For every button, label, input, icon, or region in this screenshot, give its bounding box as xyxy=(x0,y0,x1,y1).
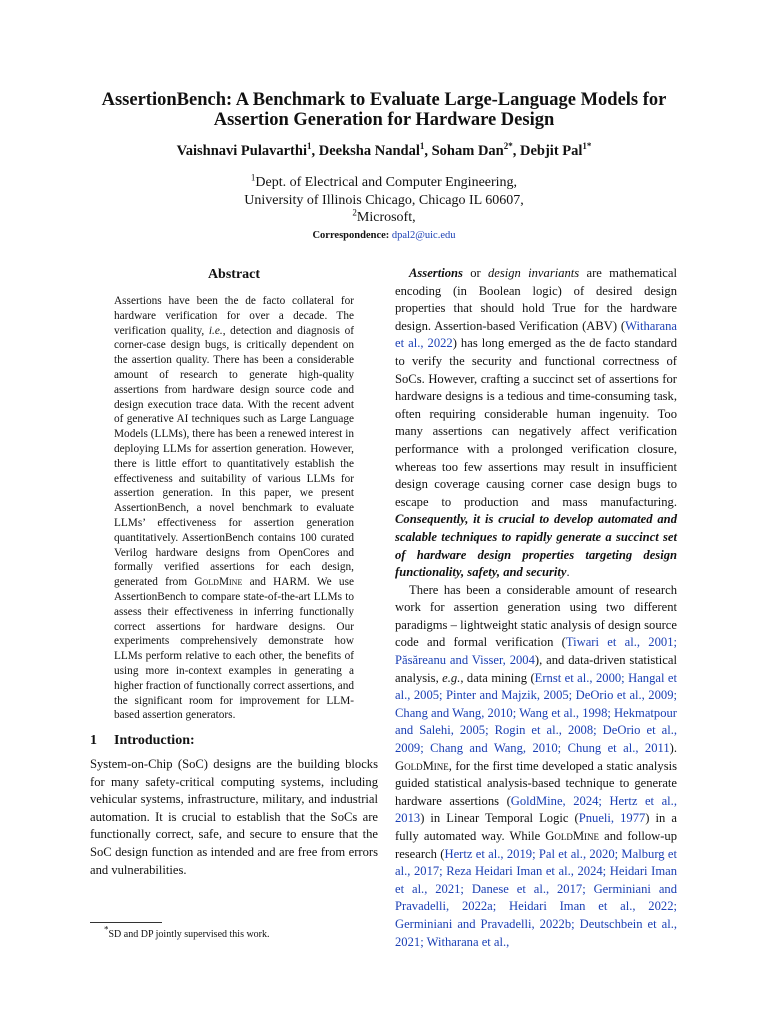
author-name: Vaishnavi Pulavarthi xyxy=(176,143,307,159)
text-span: , data mining ( xyxy=(460,670,535,685)
footnote-rule xyxy=(90,922,162,923)
text-span: There has been a considerable amount of research work for assertion generation using two different paradigms – lightweight static analysis of design source code and formal verification ( xyxy=(395,582,677,650)
text-span: ) in Linear Temporal Logic ( xyxy=(420,811,579,826)
correspondence-email-link[interactable]: dpal2@uic.edu xyxy=(391,230,456,241)
left-column xyxy=(90,265,378,879)
text-span: ), and data-driven statistical analysis, xyxy=(395,653,677,685)
author-sup: 2* xyxy=(503,141,513,152)
author-name: Soham Dan xyxy=(431,143,504,159)
author-sup: 1 xyxy=(419,141,425,152)
abstract-text xyxy=(114,294,354,723)
affiliations xyxy=(40,174,728,227)
citation-link[interactable]: Tiwari et al., 2001; Păsăreanu and Visser, 2004 xyxy=(395,635,677,668)
citation-link[interactable]: GoldMine, 2024; Hertz et al., 2013 xyxy=(395,793,677,826)
emphasis-statement: Consequently, it is crucial to develop automated and scalable techniques to rapidly generate a succinct set of hardware design properties targeting design functionality, safety, and security xyxy=(395,512,677,580)
affiliation-1-address: University of Illinois Chicago, Chicago IL 60607, xyxy=(244,192,524,208)
author-name: Debjit Pal xyxy=(519,143,583,159)
citation-link[interactable]: Hertz et al., 2019; Pal et al., 2020; Malburg et al., 2017; Reza Heidari Iman et al., 2024; Heidari Iman et al., 2021; Danese et al., 2017; Germiniani and Pravadelli, 2022a; Heidari Iman et al., 2022; Germiniani and Pravadelli, 2022b; Deutschbein et al., 2021; Witharana et al., xyxy=(395,846,677,949)
citation-link[interactable]: Pnueli, 1977 xyxy=(578,811,646,826)
section-number: 1 xyxy=(90,733,97,749)
author-sup: 1* xyxy=(582,141,592,152)
text-span: or xyxy=(462,266,488,280)
affiliation-sup: 2 xyxy=(352,207,357,218)
abstract-text-part: Assertions have been the de facto collateral for hardware verification for over a decade. The verification quality, xyxy=(114,295,354,337)
term-assertions: Assertions xyxy=(409,266,463,280)
affiliation-text: Dept. of Electrical and Computer Engineering, xyxy=(255,175,518,190)
text-span: are mathematical encoding (in Boolean logic) of desired design properties that should hold True for the hardware design. Assertion-based Verification (ABV) ( xyxy=(395,266,677,333)
paragraph-assertions xyxy=(395,265,677,582)
goldmine-name: GoldMine xyxy=(395,758,449,773)
section-title: Introduction: xyxy=(114,733,195,749)
author-list: Vaishnavi Pulavarthi$^1$, Deeksha Nandal$^1$, Soham Dan$^{2*}$, Debjit Pal$^{1*}$ xyxy=(176,141,592,159)
term-design-invariants: design invariants xyxy=(487,266,580,280)
text-span: , for the first time developed a static analysis guided statistical analysis-based technique to generate hardware assertions ( xyxy=(395,758,677,808)
correspondence-label: Correspondence: xyxy=(312,230,390,241)
paper-title xyxy=(40,90,728,130)
right-column xyxy=(395,265,677,951)
section-heading-introduction xyxy=(90,731,378,751)
footnote-content: SD and DP jointly supervised this work. xyxy=(108,929,270,940)
citation-link[interactable]: Ernst et al., 2000; Hangal et al., 2005; Pinter and Majzik, 2005; DeOrio et al., 2009; Chang and Wang, 2010; Wang et al., 1998; Hekmatpour and Salehi, 2005; Rogin et al., 2008; DeOrio et al., 2009; Chang and Wang, 2010; Chung et al., 2011 xyxy=(395,670,677,756)
paragraph-related-work xyxy=(395,582,677,951)
text-span: ). xyxy=(669,741,677,756)
affiliation-sup: 1 xyxy=(250,172,256,183)
author-name: Deeksha Nandal xyxy=(318,143,420,159)
affiliation-2 xyxy=(40,209,728,227)
abstract-text-part: and HARM. We use AssertionBench to compare state-of-the-art LLMs to assess their effectiveness in inferring functionally correct assertions for hardware designs. Our experiments comprehensively demonstrate how LLMs perform relative to each other, the benefits of using more in-context examples in generating a higher fraction of functionally correct assertions, and the significant room for improvement for LLM-based assertion generators. xyxy=(114,576,354,722)
text-span: . xyxy=(566,565,570,580)
abstract-heading: Abstract xyxy=(207,267,261,282)
citation-link[interactable]: Witharana et al., 2022 xyxy=(395,318,677,351)
footnote xyxy=(90,922,378,941)
abstract-text-part: , detection and diagnosis of corner-case design bugs, is critically dependent on the assertion quality. There has been a considerable amount of research to generate high-quality assertions from hardware design source code and design execution trace data. With the recent advent of generative AI techniques such as Large Language Models (LLMs), there has been a renewed interest in deploying LLMs for assertion generation. However, there is little effort to quantitatively establish the effectiveness and suitability of various LLMs for assertion generation. In this paper, we present AssertionBench, a novel benchmark to evaluate LLMs’ effectiveness for assertion generation quantitatively. AssertionBench contains 100 curated Verilog hardware designs from OpenCores and formally verified assertions for each design, generated from xyxy=(114,324,354,589)
title-line-2: Assertion Generation for Hardware Design xyxy=(213,110,555,130)
goldmine-name: GoldMine xyxy=(545,829,600,843)
footnote-text xyxy=(90,924,378,941)
goldmine-name: GoldMine xyxy=(194,576,243,589)
abstract-ie: i.e. xyxy=(208,324,223,337)
footnote-mark: * xyxy=(104,924,109,935)
text-span: and follow-up research ( xyxy=(395,829,677,861)
text-span: ) in a fully automated way. While xyxy=(395,811,677,843)
title-line-1: AssertionBench: A Benchmark to Evaluate Large-Language Models for xyxy=(101,90,667,110)
text-span: ) has long emerged as the de facto standard to verify the security and functional correctness of SoCs. However, crafting a succinct set of assertions for hardware designs is a tedious and time-consuming task, often requiring considerable human ingenuity. Too many assertions can negatively affect verification performance with a prolonged verification closure, whereas too few assertions may result in insufficient design coverage causing corner case design bugs to escape to production and mass manufacturing. xyxy=(395,336,677,509)
affiliation-1 xyxy=(40,174,728,192)
correspondence xyxy=(40,229,728,243)
author-sup: 1 xyxy=(306,141,312,152)
affiliation-text: Microsoft, xyxy=(356,210,416,225)
introduction-text: System-on-Chip (SoC) designs are the building blocks for many safety-critical computing systems, including vehicular systems, infrastructure, military, and industrial automation. It is crucial to establish that the SoCs are functionally correct, safe, and secure to ensure that the SoC design function as intended and are free from errors and vulnerabilities. xyxy=(90,757,378,877)
abbrev-eg: e.g. xyxy=(442,670,461,685)
